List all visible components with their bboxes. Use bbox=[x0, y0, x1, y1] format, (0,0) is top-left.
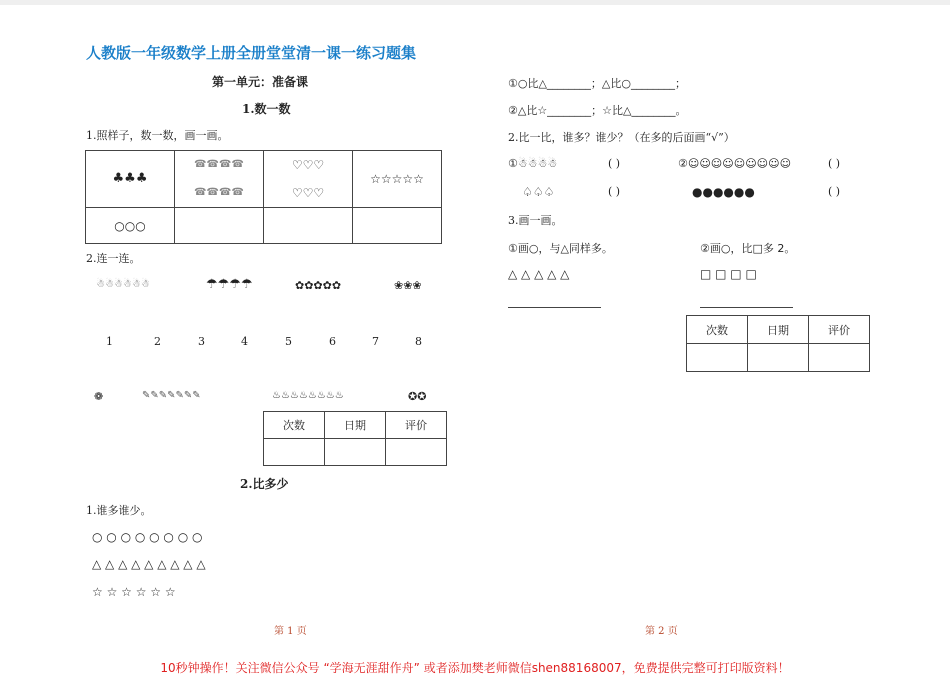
answer-line-b[interactable] bbox=[700, 307, 793, 308]
eval-cell-rating[interactable] bbox=[386, 439, 447, 466]
eval-cell-rating[interactable] bbox=[809, 344, 870, 372]
eval-cell-date[interactable] bbox=[325, 439, 386, 466]
count-table bbox=[85, 150, 442, 244]
count-cell-clubs: ♣♣♣ bbox=[86, 151, 175, 208]
eval-cell-times[interactable] bbox=[264, 439, 325, 466]
hotspring-icons: ♨♨♨♨♨♨♨♨ bbox=[272, 390, 344, 401]
blossom-icons: ❀❀❀ bbox=[394, 279, 422, 292]
eval-cell-date[interactable] bbox=[748, 344, 809, 372]
answer-paren-3[interactable]: ( ) bbox=[608, 185, 621, 198]
document-title: 人教版一年级数学上册全册堂堂清一课一练习题集 bbox=[86, 44, 417, 62]
number-3[interactable]: 3 bbox=[198, 335, 205, 348]
triangles-row: △ △ △ △ △ △ △ △ △ bbox=[92, 557, 206, 571]
stars-row: ☆ ☆ ☆ ☆ ☆ ☆ bbox=[92, 585, 176, 599]
count-cell-hearts: ♡♡♡ ♡♡♡ bbox=[264, 151, 353, 208]
number-8[interactable]: 8 bbox=[415, 335, 422, 348]
number-5[interactable]: 5 bbox=[285, 335, 292, 348]
page2-question-3: 3.画一画。 bbox=[508, 214, 563, 227]
answer-line-a[interactable] bbox=[508, 307, 601, 308]
spade-compare-row: ♤♤♤ bbox=[522, 185, 555, 199]
snowman-icons: ☃☃☃☃☃☃ bbox=[96, 279, 150, 290]
evaluation-table-page2 bbox=[686, 315, 870, 372]
question-3: 1.谁多谁少。 bbox=[86, 504, 152, 517]
draw-cell-4[interactable] bbox=[353, 208, 442, 244]
draw-cell-3[interactable] bbox=[264, 208, 353, 244]
count-cell-phones: ☎☎☎☎ ☎☎☎☎ bbox=[175, 151, 264, 208]
compare-line-1: ①○比△________；△比○________； bbox=[508, 77, 686, 90]
star-circle-icons: ✪✪ bbox=[408, 390, 427, 403]
eval-header-rating: 评价 bbox=[386, 412, 447, 439]
page-number-1: 第 1 页 bbox=[274, 626, 307, 637]
promo-footer: 10秒钟操作！关注微信公众号 “学海无涯甜作舟” 或者添加樊老师微信shen88168007，免费提供完整可打印版资料！ bbox=[160, 661, 790, 675]
eval-header-date: 日期 bbox=[325, 412, 386, 439]
page2-question-2: 2.比一比，谁多？谁少？（在多的后面画“√”） bbox=[508, 131, 735, 144]
snowman-compare-row: ①☃☃☃☃ bbox=[508, 157, 558, 170]
page-number-2: 第 2 页 bbox=[645, 626, 678, 637]
triangles-draw-row: △ △ △ △ △ bbox=[508, 267, 570, 281]
question-3b: ②画○，比□多 2。 bbox=[700, 242, 796, 255]
top-bar bbox=[0, 0, 950, 5]
draw-cell-2[interactable] bbox=[175, 208, 264, 244]
evaluation-table-page1 bbox=[263, 411, 447, 466]
number-2[interactable]: 2 bbox=[154, 335, 161, 348]
eval-header-times: 次数 bbox=[264, 412, 325, 439]
eval-header-rating: 评价 bbox=[809, 316, 870, 344]
draw-cell-1: ○○○ bbox=[86, 208, 175, 244]
answer-paren-1[interactable]: ( ) bbox=[608, 157, 621, 170]
question-2: 2.连一连。 bbox=[86, 252, 141, 265]
eval-cell-times[interactable] bbox=[687, 344, 748, 372]
question-1: 1.照样子，数一数，画一画。 bbox=[86, 129, 229, 142]
question-3a: ①画○，与△同样多。 bbox=[508, 242, 613, 255]
umbrella-icons: ☂☂☂☂ bbox=[206, 277, 253, 292]
eval-header-times: 次数 bbox=[687, 316, 748, 344]
answer-paren-2[interactable]: ( ) bbox=[828, 157, 841, 170]
answer-paren-4[interactable]: ( ) bbox=[828, 185, 841, 198]
sun-icon: ❁ bbox=[94, 390, 104, 403]
unit-title: 第一单元：准备课 bbox=[212, 75, 309, 89]
squares-draw-row: □ □ □ □ bbox=[700, 267, 757, 281]
eval-header-date: 日期 bbox=[748, 316, 809, 344]
number-7[interactable]: 7 bbox=[372, 335, 379, 348]
number-1[interactable]: 1 bbox=[106, 335, 113, 348]
smiley-compare-row: ②☺☺☺☺☺☺☺☺☺ bbox=[678, 157, 792, 170]
dot-compare-row: ●●●●●● bbox=[692, 185, 755, 199]
section-title-compare: 2.比多少 bbox=[240, 477, 289, 491]
section-title-count: 1.数一数 bbox=[242, 102, 291, 116]
compare-line-2: ②△比☆________；☆比△________。 bbox=[508, 104, 687, 117]
circles-row: ○ ○ ○ ○ ○ ○ ○ ○ bbox=[92, 530, 203, 544]
count-cell-stars: ☆☆☆☆☆ bbox=[353, 151, 442, 208]
number-6[interactable]: 6 bbox=[329, 335, 336, 348]
number-4[interactable]: 4 bbox=[241, 335, 248, 348]
pencil-icons: ✎✎✎✎✎✎✎ bbox=[142, 390, 201, 401]
flower-icons: ✿✿✿✿✿ bbox=[295, 279, 342, 292]
